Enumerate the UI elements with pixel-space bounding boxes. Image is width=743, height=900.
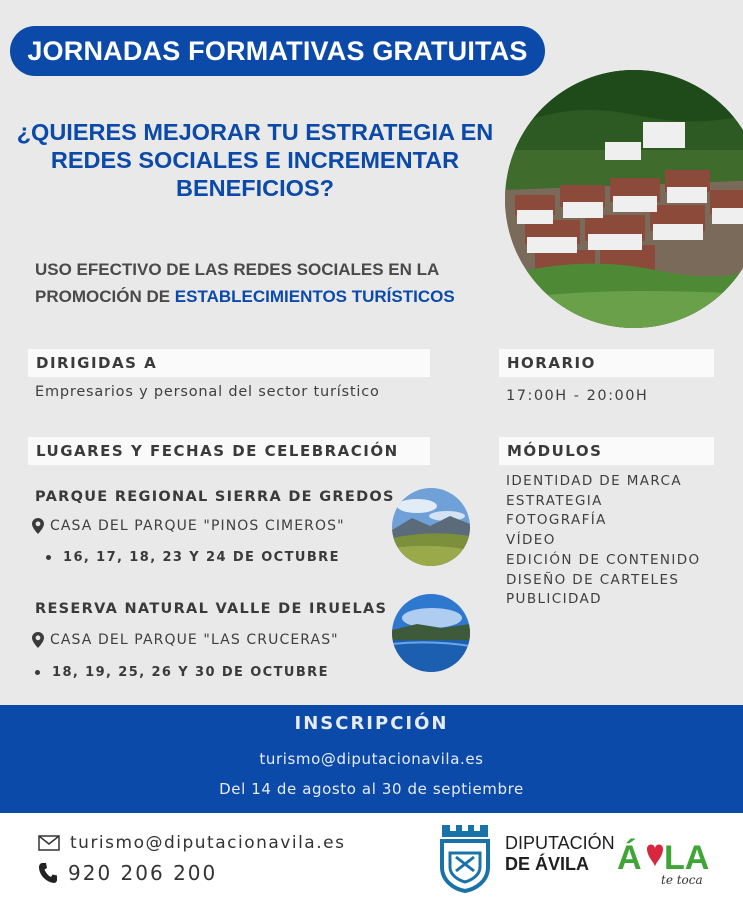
registration-band: [0, 705, 743, 813]
envelope-icon: [38, 835, 60, 851]
headline-line-2: REDES SOCIALES E INCREMENTAR: [50, 147, 460, 173]
subtitle-accent: ESTABLECIMIENTOS TURÍSTICOS: [174, 287, 455, 306]
page-title: JORNADAS FORMATIVAS GRATUITAS: [27, 35, 528, 66]
venue-1-dates: [46, 550, 340, 565]
svg-text:te toca: te toca: [661, 873, 703, 887]
venue-1-name: PARQUE REGIONAL SIERRA DE GREDOS: [35, 489, 395, 505]
subtitle-line-2: [35, 283, 515, 310]
modules-list: [506, 472, 701, 610]
audience-label-box: [28, 349, 430, 377]
venue-1-dates-text: 16, 17, 18, 23 Y 24 DE OCTUBRE: [63, 550, 340, 565]
gredos-photo: [392, 488, 470, 566]
audience-label: DIRIGIDAS A: [36, 354, 158, 372]
venue-2-place: [32, 632, 339, 648]
bullet: [46, 555, 51, 560]
svg-text:LA: LA: [664, 839, 710, 877]
module-item: ESTRATEGIA: [506, 492, 603, 509]
venues-label: LUGARES Y FECHAS DE CELEBRACIÓN: [36, 442, 399, 460]
module-item: EDICIÓN DE CONTENIDO: [506, 551, 701, 568]
diputacion-wordmark: [505, 833, 615, 875]
diputacion-shield-logo: [440, 823, 490, 893]
audience-text: Empresarios y personal del sector turístico: [35, 384, 380, 400]
footer-email-row: [38, 833, 345, 853]
venue-2-dates: [35, 665, 329, 680]
venues-label-box: [28, 437, 430, 465]
footer-phone: 920 206 200: [68, 861, 218, 885]
course-subtitle: [35, 256, 515, 310]
module-item: PUBLICIDAD: [506, 591, 602, 608]
modules-label-box: [499, 437, 714, 465]
registration-title: INSCRIPCIÓN: [294, 713, 449, 734]
module-item: FOTOGRAFÍA: [506, 512, 607, 529]
modules-label: MÓDULOS: [507, 442, 603, 460]
location-pin-icon: [32, 632, 44, 648]
footer: [0, 813, 743, 900]
venue-2-place-text: CASA DEL PARQUE "LAS CRUCERAS": [50, 632, 339, 648]
venue-1-place: [32, 518, 345, 534]
subtitle-prefix: PROMOCIÓN DE: [35, 287, 175, 306]
registration-email-link[interactable]: turismo@diputacionavila.es: [259, 750, 484, 768]
headline-line-3: BENEFICIOS?: [176, 175, 334, 201]
svg-text:Á: Á: [617, 839, 642, 877]
iruelas-photo: [392, 594, 470, 672]
schedule-text: 17:00H - 20:00H: [506, 388, 649, 404]
registration-period: Del 14 de agosto al 30 de septiembre: [219, 780, 524, 798]
headline-line-1: ¿QUIERES MEJORAR TU ESTRATEGIA EN: [16, 119, 494, 145]
org-line-2: DE ÁVILA: [505, 854, 590, 874]
module-item: VÍDEO: [506, 532, 556, 549]
venue-1-place-text: CASA DEL PARQUE "PINOS CIMEROS": [50, 518, 345, 534]
bullet: [35, 670, 40, 675]
headline-question: [10, 118, 500, 202]
village-photo: [505, 70, 743, 328]
venue-2-name: RESERVA NATURAL VALLE DE IRUELAS: [35, 601, 388, 617]
schedule-label-box: [499, 349, 714, 377]
module-item: IDENTIDAD DE MARCA: [506, 473, 682, 489]
module-item: DISEÑO DE CARTELES: [506, 571, 680, 588]
footer-phone-row: [38, 861, 217, 885]
subtitle-line-1: USO EFECTIVO DE LAS REDES SOCIALES EN LA: [35, 260, 440, 279]
schedule-label: HORARIO: [507, 354, 596, 372]
footer-email-link[interactable]: turismo@diputacionavila.es: [70, 833, 346, 853]
venue-2-dates-text: 18, 19, 25, 26 Y 30 DE OCTUBRE: [52, 665, 329, 680]
location-pin-icon: [32, 518, 44, 534]
phone-icon: [38, 862, 58, 884]
avila-te-toca-logo: [617, 835, 717, 887]
title-banner: [10, 26, 545, 76]
org-line-1: DIPUTACIÓN: [505, 833, 615, 853]
